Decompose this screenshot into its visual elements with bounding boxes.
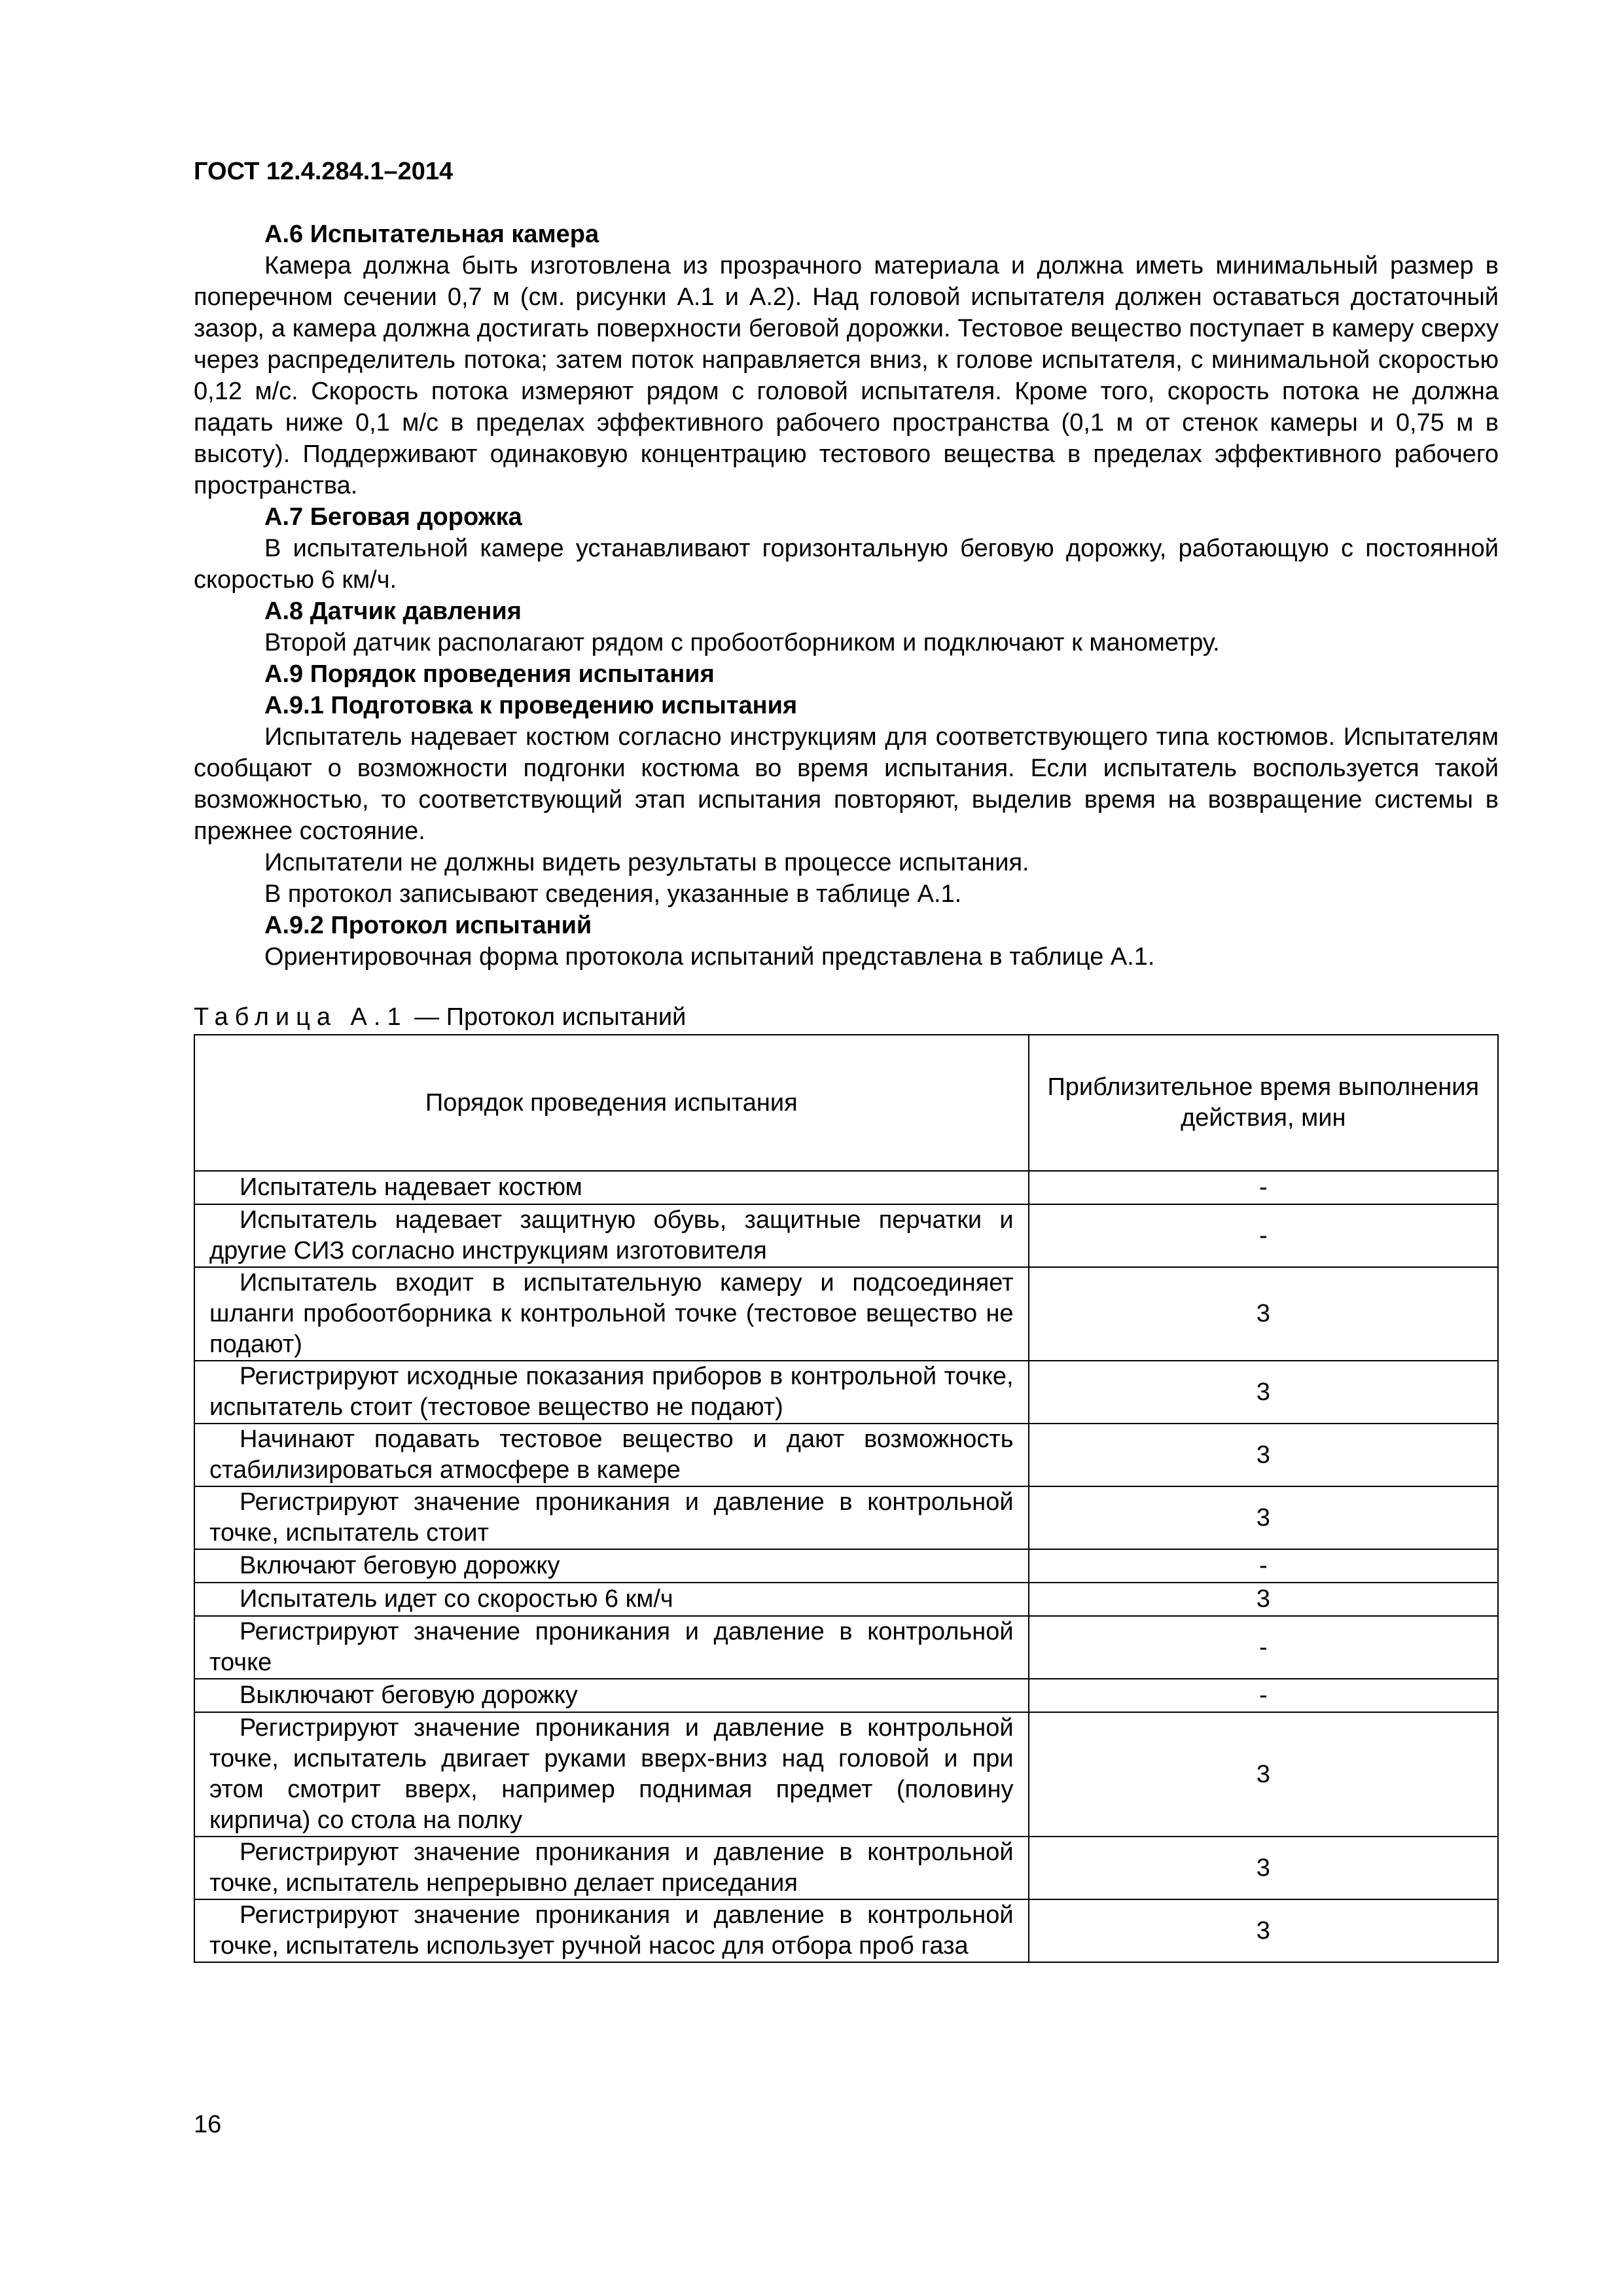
table-row — [194, 1899, 1498, 1962]
time-cell: 3 — [1029, 1486, 1498, 1549]
section-heading: А.7 Беговая дорожка — [264, 503, 522, 531]
paragraph: Второй датчик располагают рядом с пробоотборником и подключают к манометру. — [264, 629, 1220, 656]
step-cell: Испытатель надевает защитную обувь, защитные перчатки и другие СИЗ согласно инструкциям изготовителя — [194, 1204, 1029, 1267]
step-cell: Испытатель идет со скоростью 6 км/ч — [194, 1583, 1029, 1616]
step-cell: Регистрируют значение проникания и давление в контрольной точке, испытатель двигает руками вверх-вниз над головой и при этом смотрит вверх, например поднимая предмет (половину кирпича) со стола на полку — [194, 1712, 1029, 1837]
paragraph: В протокол записывают сведения, указанные в таблице А.1. — [264, 880, 962, 908]
time-cell: 3 — [1029, 1267, 1498, 1361]
table-row — [194, 1712, 1498, 1837]
table-row — [194, 1549, 1498, 1583]
time-cell: 3 — [1029, 1361, 1498, 1424]
table-row — [194, 1679, 1498, 1712]
step-cell: Начинают подавать тестовое вещество и дают возможность стабилизироваться атмосфере в камере — [194, 1424, 1029, 1486]
table-row — [194, 1204, 1498, 1267]
table-row — [194, 1171, 1498, 1204]
table-body — [194, 1171, 1498, 1962]
step-cell: Регистрируют исходные показания приборов в контрольной точке, испытатель стоит (тестовое вещество не подают) — [194, 1361, 1029, 1424]
time-cell: - — [1029, 1549, 1498, 1583]
section-heading: А.8 Датчик давления — [264, 598, 522, 625]
section-heading: А.9.1 Подготовка к проведению испытания — [264, 692, 798, 719]
step-cell: Включают беговую дорожку — [194, 1549, 1029, 1583]
time-cell: 3 — [1029, 1583, 1498, 1616]
paragraph: Ориентировочная форма протокола испытаний представлена в таблице А.1. — [264, 943, 1155, 971]
protocol-table — [194, 1034, 1499, 1963]
column-header-time: Приблизительное время выполнения действия, мин — [1029, 1035, 1498, 1171]
time-cell: 3 — [1029, 1712, 1498, 1837]
section-heading: А.6 Испытательная камера — [264, 221, 599, 248]
step-cell: Испытатель входит в испытательную камеру и подсоединяет шланги пробоотборника к контрольной точке (тестовое вещество не подают) — [194, 1267, 1029, 1361]
table-row — [194, 1616, 1498, 1679]
time-cell: 3 — [1029, 1899, 1498, 1962]
step-cell: Регистрируют значение проникания и давление в контрольной точке, испытатель стоит — [194, 1486, 1029, 1549]
paragraph: В испытательной камере устанавливают горизонтальную беговую дорожку, работающую с постоянной скоростью 6 км/ч. — [194, 535, 1499, 594]
table-header-row — [194, 1035, 1498, 1171]
step-cell: Регистрируют значение проникания и давление в контрольной точке, испытатель непрерывно делает приседания — [194, 1837, 1029, 1899]
paragraph: Испытатели не должны видеть результаты в процессе испытания. — [264, 849, 1029, 876]
paragraph: Камера должна быть изготовлена из прозрачного материала и должна иметь минимальный размер в поперечном сечении 0,7 м (см. рисунки А.1 и А.2). Над головой испытателя должен оставаться достаточный зазор, а камера должна достигать поверхности беговой дорожки. Тестовое вещество поступает в камеру сверху через распределитель потока; затем поток направляется вниз, к голове испытателя, с минимальной скоростью 0,12 м/с. Скорость потока измеряют рядом с головой испытателя. Кроме того, скорость потока не должна падать ниже 0,1 м/с в пределах эффективного рабочего пространства (0,1 м от стенок камеры и 0,75 м в высоту). Поддерживают одинаковую концентрацию тестового вещества в пределах эффективного рабочего пространства. — [194, 252, 1499, 499]
table-row — [194, 1424, 1498, 1486]
table-caption — [194, 1001, 686, 1033]
step-cell: Выключают беговую дорожку — [194, 1679, 1029, 1712]
time-cell: - — [1029, 1679, 1498, 1712]
section-heading: А.9 Порядок проведения испытания — [264, 660, 715, 688]
paragraph: Испытатель надевает костюм согласно инструкциям для соответствующего типа костюмов. Испытателям сообщают о возможности подгонки костюма во время испытания. Если испытатель воспользуется такой возможностью, то соответствующий этап испытания повторяют, выделив время на возвращение системы в прежнее состояние. — [194, 723, 1499, 845]
table-row — [194, 1361, 1498, 1424]
table-row — [194, 1837, 1498, 1899]
time-cell: - — [1029, 1204, 1498, 1267]
body-text — [194, 219, 1499, 973]
table-caption-label: Таблица А.1 — [194, 1003, 408, 1031]
table-row — [194, 1267, 1498, 1361]
step-cell: Регистрируют значение проникания и давление в контрольной точке, испытатель использует ручной насос для отбора проб газа — [194, 1899, 1029, 1962]
time-cell: - — [1029, 1616, 1498, 1679]
time-cell: 3 — [1029, 1424, 1498, 1486]
table-row — [194, 1486, 1498, 1549]
table-row — [194, 1583, 1498, 1616]
column-header-step: Порядок проведения испытания — [194, 1035, 1029, 1171]
standard-header: ГОСТ 12.4.284.1–2014 — [194, 158, 454, 185]
section-heading: А.9.2 Протокол испытаний — [264, 912, 592, 939]
step-cell: Регистрируют значение проникания и давление в контрольной точке — [194, 1616, 1029, 1679]
step-cell: Испытатель надевает костюм — [194, 1171, 1029, 1204]
page-number: 16 — [194, 2111, 222, 2138]
table-caption-title: — Протокол испытаний — [407, 1003, 687, 1031]
time-cell: 3 — [1029, 1837, 1498, 1899]
time-cell: - — [1029, 1171, 1498, 1204]
